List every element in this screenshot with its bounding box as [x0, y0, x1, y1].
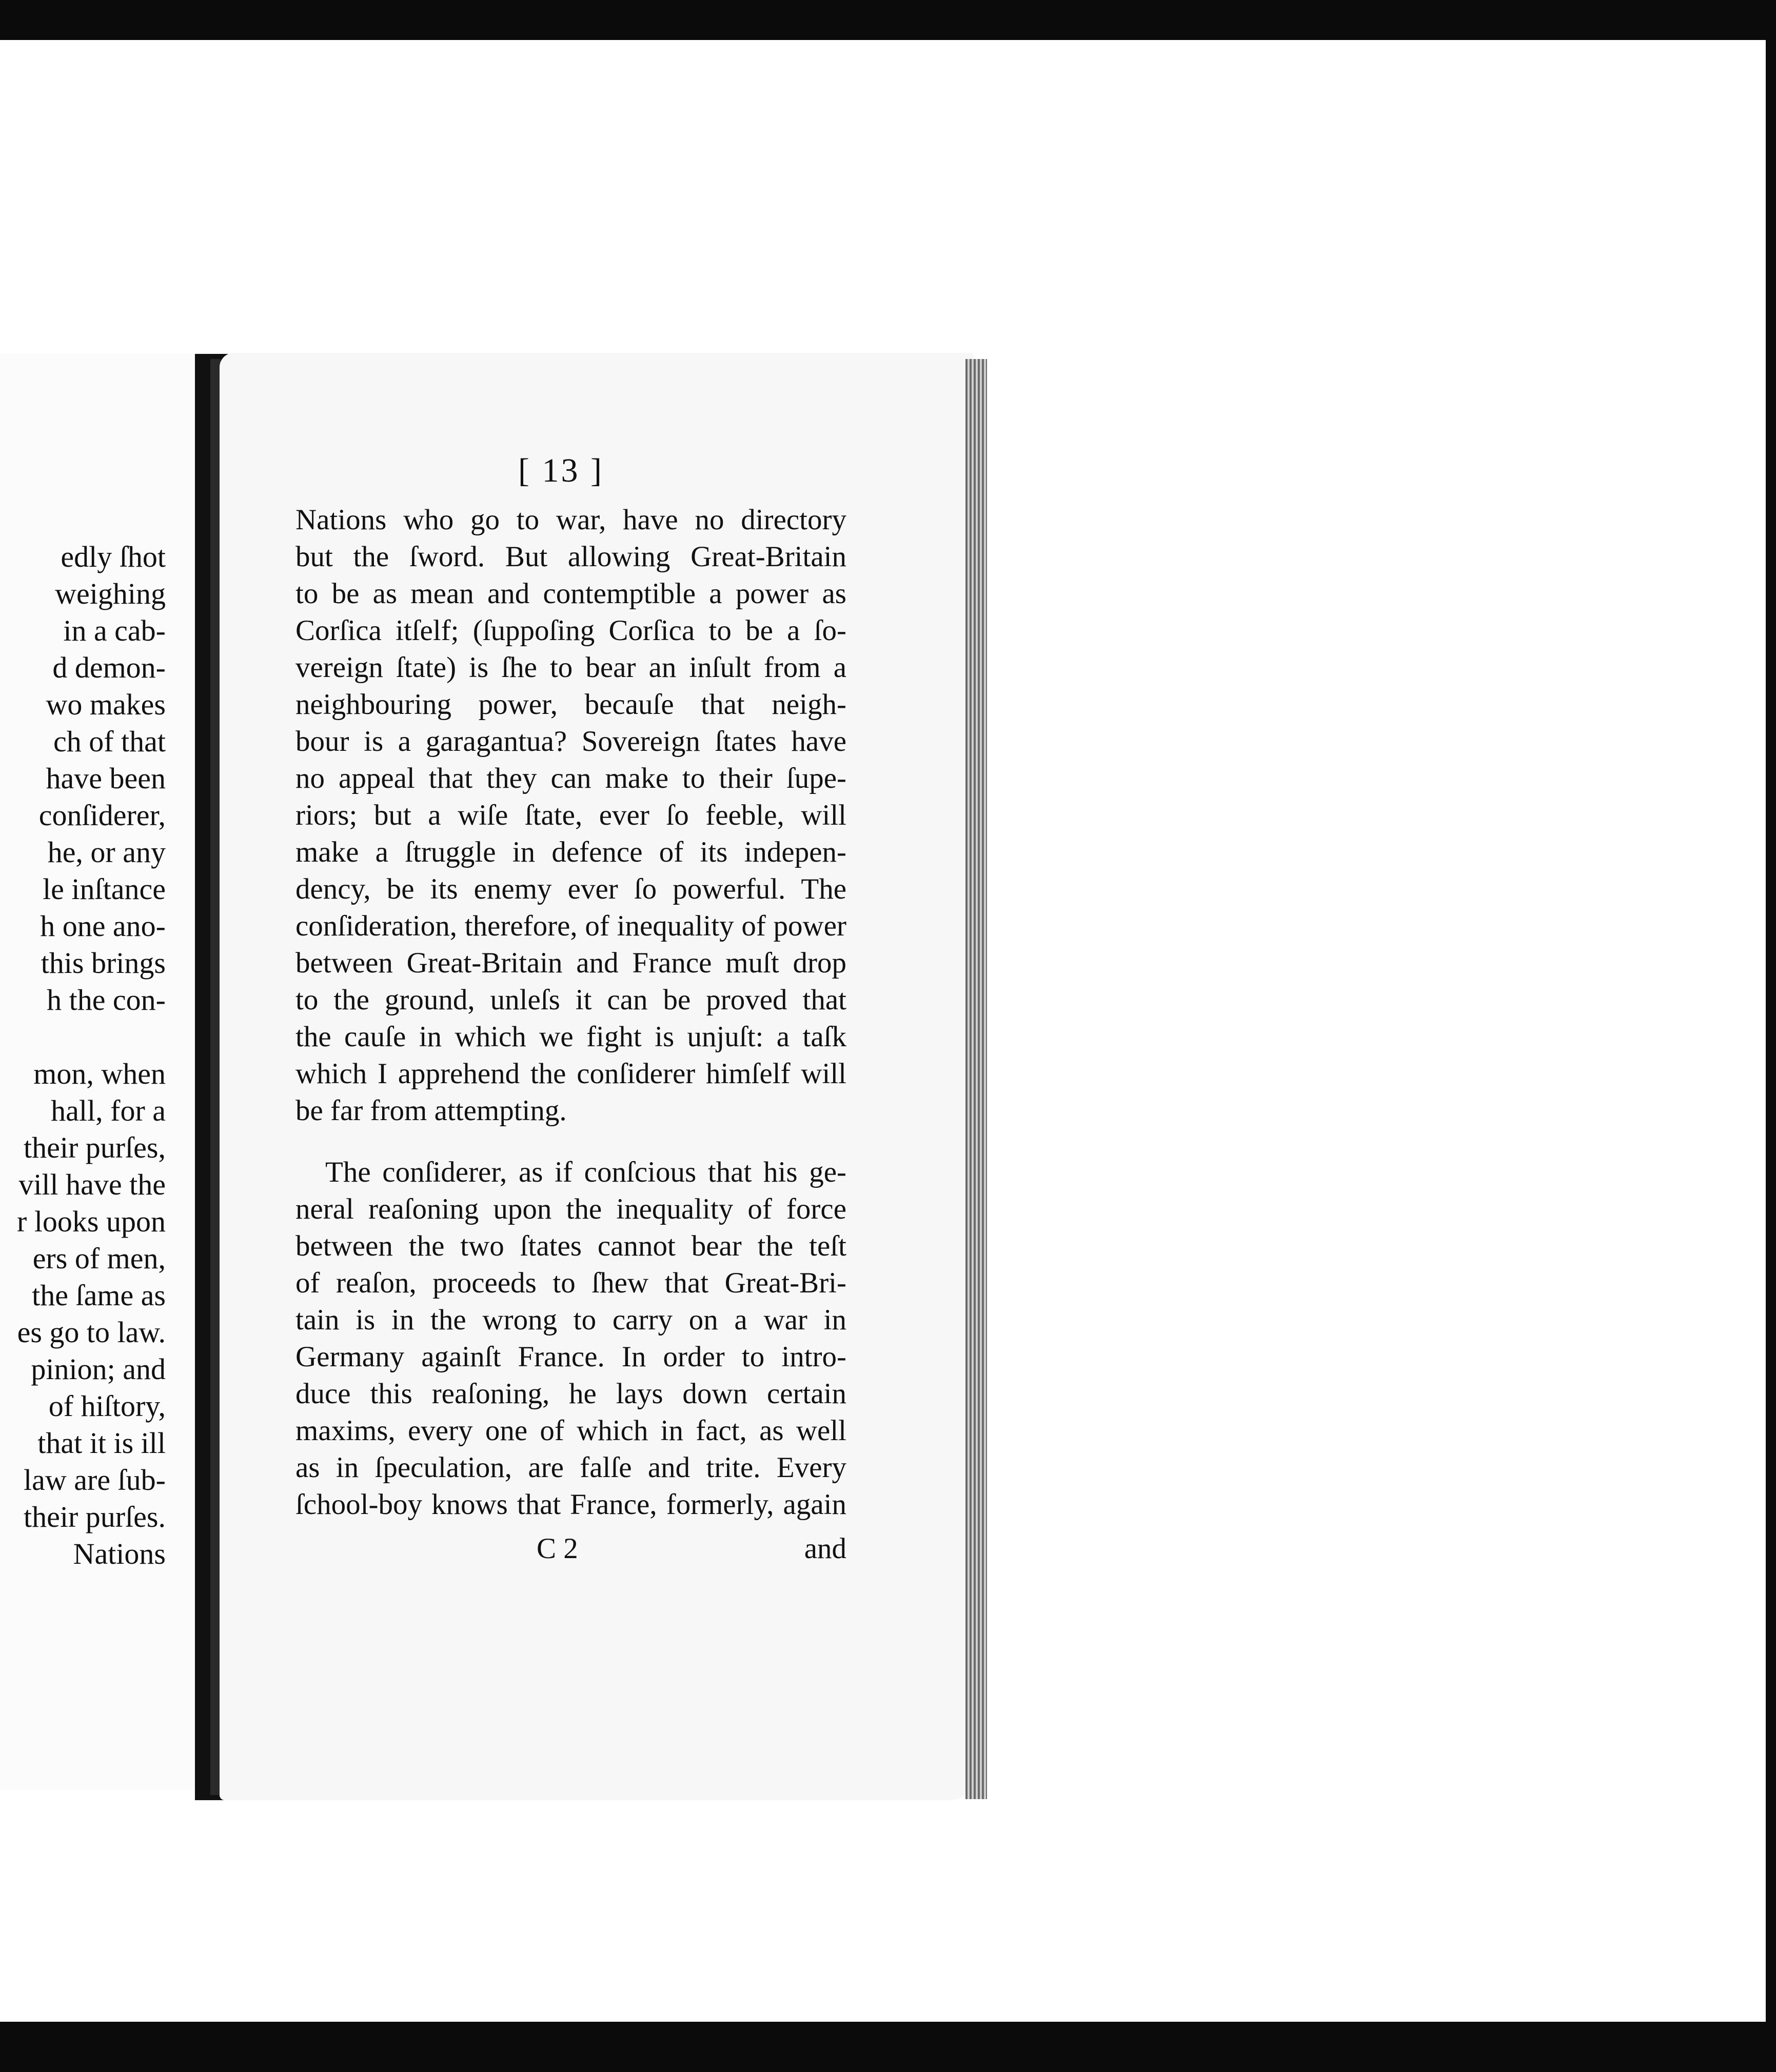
- text-line: ſchool-boy knows that France, formerly, again: [295, 1488, 846, 1521]
- page-number: [ 13 ]: [518, 452, 604, 489]
- text-line: which I apprehend the conſiderer himſelf will: [295, 1058, 846, 1090]
- left-page-line: their purſes,: [23, 1131, 166, 1164]
- left-page-line: the ſame as: [32, 1279, 166, 1312]
- scan-bottom-strip: [0, 2008, 1766, 2022]
- text-line: make a ſtruggle in defence of its indepen-: [295, 836, 846, 868]
- left-page-line: their purſes.: [23, 1500, 166, 1533]
- scan-border-top: [0, 0, 1776, 40]
- text-line: between Great-Britain and France muſt drop: [295, 947, 846, 979]
- left-page-line: of hiſtory,: [48, 1389, 166, 1423]
- left-page-line: that it is ill: [37, 1426, 166, 1460]
- text-line: The conſiderer, as if conſcious that his ge-: [325, 1156, 846, 1188]
- paragraph-2: [295, 1154, 846, 1523]
- paragraph-1: [295, 502, 846, 1129]
- text-line: to the ground, unleſs it can be proved that: [295, 984, 846, 1016]
- left-page-line: edly ſhot: [61, 540, 166, 573]
- text-line: tain is in the wrong to carry on a war in: [295, 1304, 846, 1336]
- text-line: Germany againſt France. In order to intro-: [295, 1341, 846, 1373]
- text-line: to be as mean and contemptible a power as: [295, 577, 846, 610]
- left-page-line: mon, when: [33, 1057, 166, 1090]
- text-line: between the two ſtates cannot bear the teſt: [295, 1230, 846, 1262]
- catchword: and: [804, 1532, 846, 1565]
- left-page-line: have been: [46, 762, 166, 795]
- text-line: as in ſpeculation, are falſe and trite. Every: [295, 1451, 846, 1484]
- text-line: no appeal that they can make to their ſupe-: [295, 762, 846, 794]
- left-page: [0, 354, 203, 1790]
- text-line: Nations who go to war, have no directory: [295, 504, 846, 536]
- left-page-line: conſiderer,: [38, 799, 166, 832]
- left-page-line: vill have the: [18, 1168, 166, 1201]
- left-page-line: ers of men,: [32, 1242, 166, 1275]
- text-line: but the ſword. But allowing Great-Britain: [295, 541, 846, 573]
- scan-border-right: [1766, 0, 1776, 2072]
- left-page-line: ch of that: [53, 725, 166, 758]
- text-line: bour is a garagantua? Sovereign ſtates have: [295, 725, 846, 758]
- left-page-line: in a cab-: [63, 614, 166, 647]
- book-gutter-shadow: [210, 359, 221, 1795]
- left-page-line: h the con-: [47, 983, 166, 1017]
- left-page-line: law are ſub-: [24, 1463, 166, 1497]
- text-line: duce this reaſoning, he lays down certain: [295, 1378, 846, 1410]
- left-page-line: Nations: [73, 1537, 166, 1570]
- left-page-line: pinion; and: [31, 1352, 166, 1386]
- left-page-line: wo makes: [46, 688, 166, 721]
- left-page-line: h one ano-: [40, 909, 166, 943]
- page-footer: [295, 1530, 846, 1567]
- left-page-line: r looks upon: [17, 1205, 166, 1238]
- left-page-line: es go to law.: [17, 1316, 166, 1349]
- page-edge: [965, 359, 987, 1799]
- text-line: of reaſon, proceeds to ſhew that Great-Bri-: [295, 1267, 846, 1299]
- text-line: be far from attempting.: [295, 1094, 567, 1127]
- text-line: neighbouring power, becauſe that neigh-: [295, 688, 846, 721]
- left-page-line: hall, for a: [51, 1094, 166, 1127]
- text-line: neral reaſoning upon the inequality of force: [295, 1193, 846, 1225]
- signature-mark: C 2: [537, 1532, 578, 1565]
- text-line: vereign ſtate) is ſhe to bear an inſult from a: [295, 651, 846, 684]
- left-page-line: d demon-: [52, 651, 166, 684]
- text-line: Corſica itſelf; (ſuppoſing Corſica to be a ſo-: [295, 614, 846, 647]
- left-page-line: weighing: [55, 577, 166, 610]
- scan-border-bottom: [0, 2022, 1776, 2072]
- left-page-line: le inſtance: [43, 872, 166, 906]
- text-line: the cauſe in which we fight is unjuſt: a taſk: [295, 1021, 846, 1053]
- left-page-line: he, or any: [47, 835, 166, 869]
- text-line: maxims, every one of which in fact, as well: [295, 1414, 846, 1447]
- text-line: dency, be its enemy ever ſo powerful. The: [295, 873, 846, 905]
- text-line: conſideration, therefore, of inequality of power: [295, 910, 846, 942]
- left-page-line: this brings: [41, 946, 166, 980]
- text-line: riors; but a wiſe ſtate, ever ſo feeble, will: [295, 799, 846, 831]
